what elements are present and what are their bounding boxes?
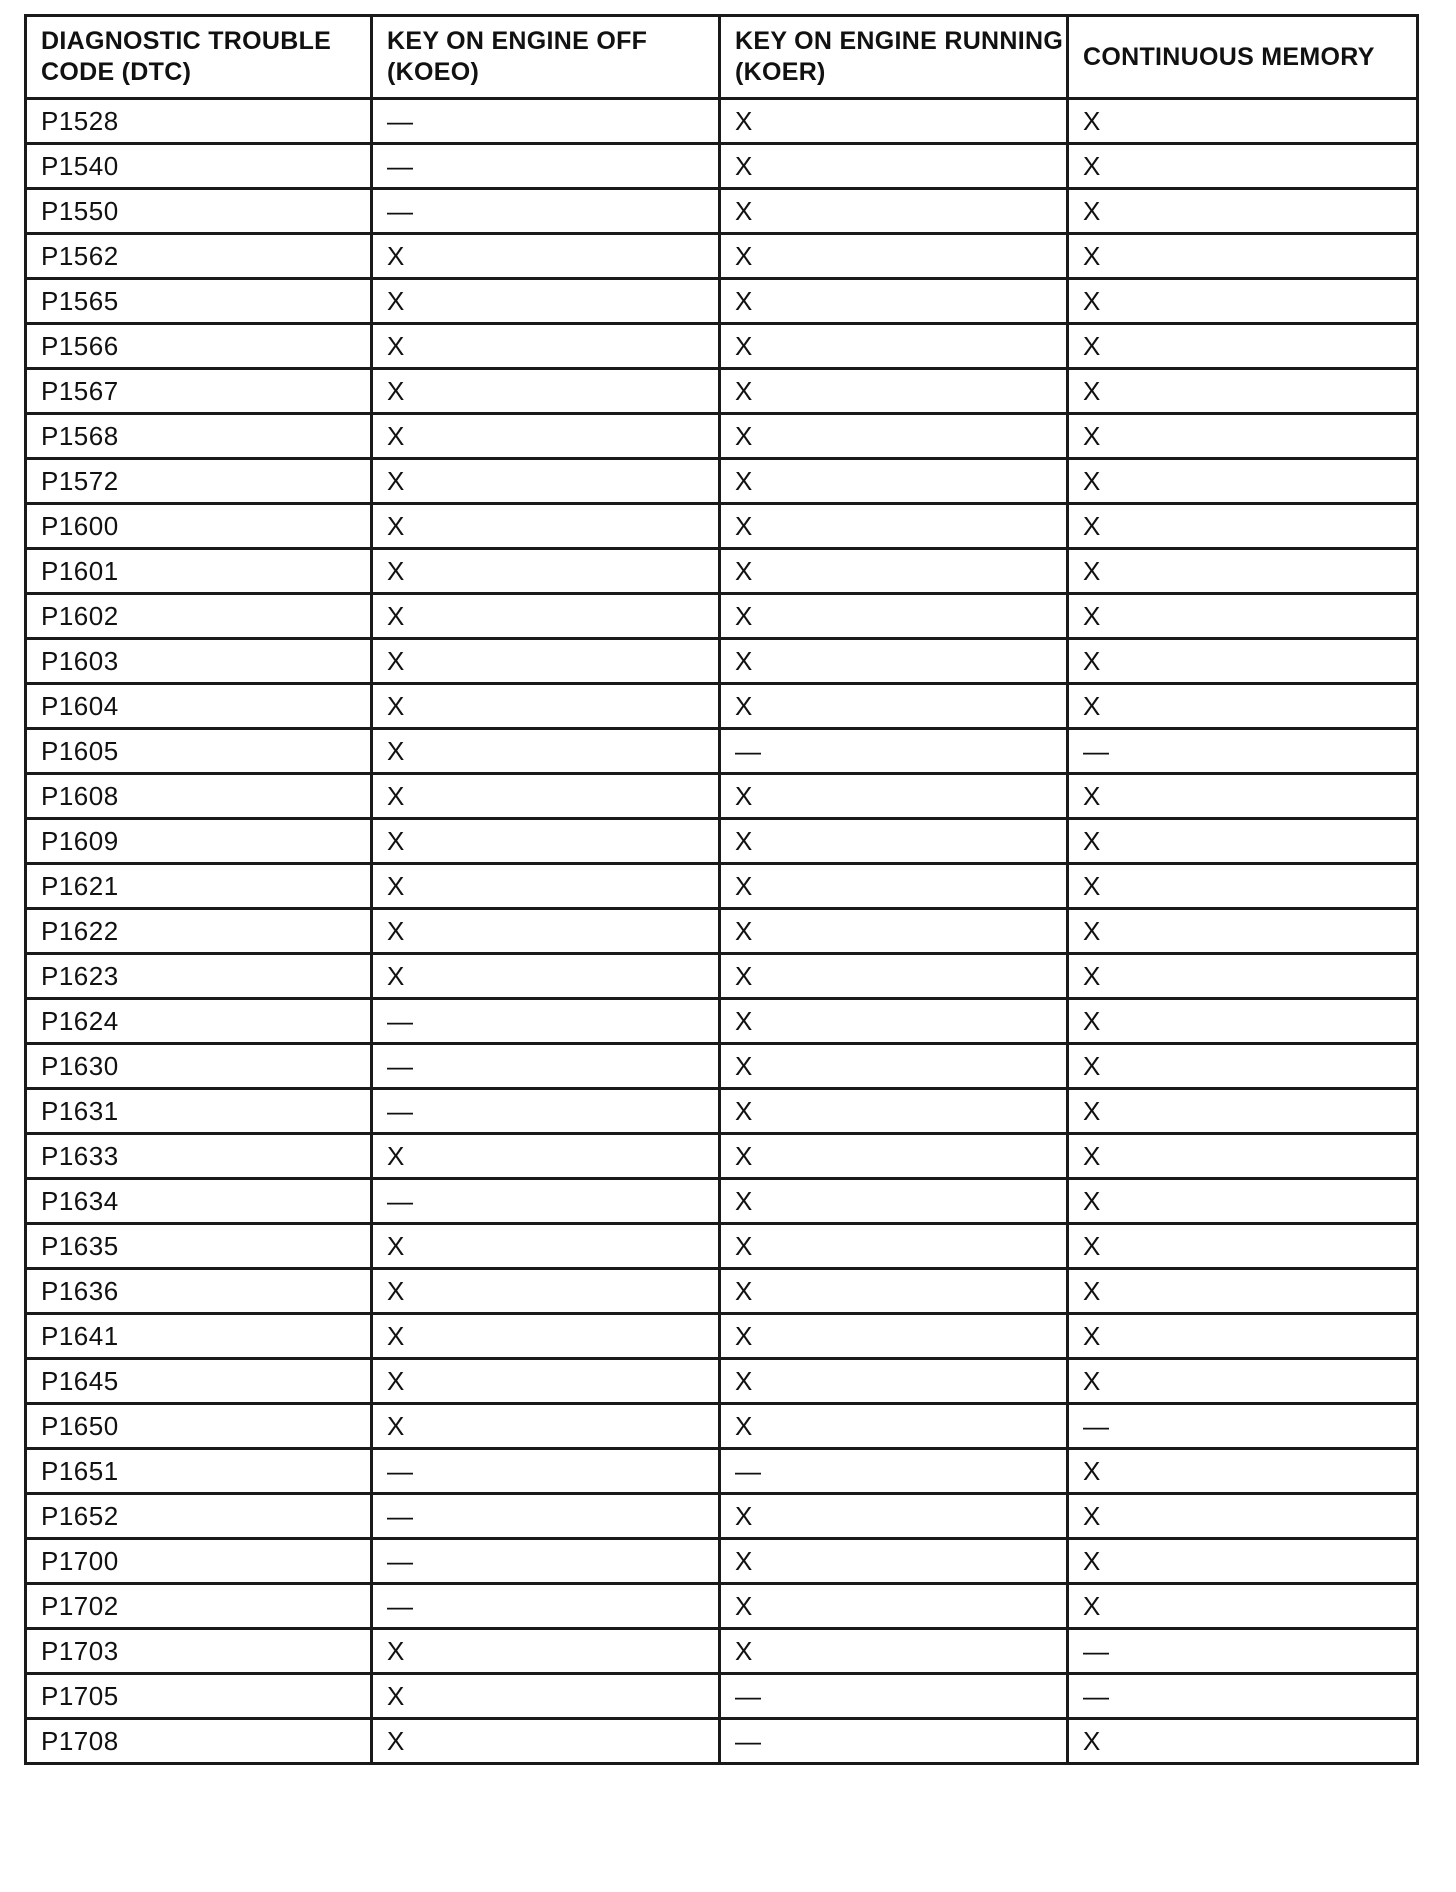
dtc-code-cell: P1641 xyxy=(26,1314,372,1359)
koeo-cell: X xyxy=(372,729,720,774)
koeo-cell: — xyxy=(372,189,720,234)
table-row xyxy=(26,234,1418,279)
table-row xyxy=(26,369,1418,414)
continuous-memory-cell: X xyxy=(1068,369,1418,414)
table-row xyxy=(26,684,1418,729)
dtc-code-cell: P1572 xyxy=(26,459,372,504)
continuous-memory-cell: X xyxy=(1068,1179,1418,1224)
dtc-code-cell: P1602 xyxy=(26,594,372,639)
koer-cell: X xyxy=(720,864,1068,909)
koeo-cell: X xyxy=(372,864,720,909)
continuous-memory-cell: X xyxy=(1068,234,1418,279)
table-row xyxy=(26,1539,1418,1584)
koer-cell: X xyxy=(720,1134,1068,1179)
koeo-cell: X xyxy=(372,1134,720,1179)
koeo-cell: — xyxy=(372,1179,720,1224)
continuous-memory-cell: X xyxy=(1068,504,1418,549)
koer-cell: X xyxy=(720,1044,1068,1089)
koeo-cell: X xyxy=(372,1359,720,1404)
koer-cell: X xyxy=(720,954,1068,999)
dtc-code-cell: P1609 xyxy=(26,819,372,864)
koeo-cell: — xyxy=(372,99,720,144)
dtc-code-cell: P1703 xyxy=(26,1629,372,1674)
continuous-memory-cell: X xyxy=(1068,774,1418,819)
koeo-cell: — xyxy=(372,1449,720,1494)
koer-cell: — xyxy=(720,729,1068,774)
table-row xyxy=(26,594,1418,639)
koer-cell: X xyxy=(720,1584,1068,1629)
table-row xyxy=(26,1359,1418,1404)
continuous-memory-cell: X xyxy=(1068,1584,1418,1629)
continuous-memory-cell: X xyxy=(1068,189,1418,234)
continuous-memory-cell: X xyxy=(1068,99,1418,144)
koer-cell: X xyxy=(720,504,1068,549)
table-row xyxy=(26,504,1418,549)
dtc-code-cell: P1622 xyxy=(26,909,372,954)
dtc-code-cell: P1651 xyxy=(26,1449,372,1494)
dtc-code-cell: P1636 xyxy=(26,1269,372,1314)
table-row xyxy=(26,279,1418,324)
continuous-memory-cell: X xyxy=(1068,639,1418,684)
dtc-code-cell: P1708 xyxy=(26,1719,372,1764)
koer-cell: X xyxy=(720,909,1068,954)
continuous-memory-cell: X xyxy=(1068,1134,1418,1179)
koer-cell: X xyxy=(720,144,1068,189)
koeo-cell: — xyxy=(372,1044,720,1089)
koer-cell: X xyxy=(720,774,1068,819)
table-body xyxy=(26,99,1418,1764)
koeo-cell: — xyxy=(372,1584,720,1629)
koeo-cell: X xyxy=(372,1269,720,1314)
table-row xyxy=(26,459,1418,504)
koeo-cell: X xyxy=(372,459,720,504)
koer-cell: X xyxy=(720,324,1068,369)
koeo-cell: X xyxy=(372,324,720,369)
continuous-memory-cell: X xyxy=(1068,1089,1418,1134)
continuous-memory-cell: X xyxy=(1068,1224,1418,1269)
koer-cell: X xyxy=(720,234,1068,279)
dtc-code-cell: P1562 xyxy=(26,234,372,279)
dtc-code-cell: P1624 xyxy=(26,999,372,1044)
header-koer: KEY ON ENGINE RUNNING (KOER) xyxy=(720,16,1068,99)
table-row xyxy=(26,729,1418,774)
koeo-cell: X xyxy=(372,594,720,639)
dtc-code-cell: P1604 xyxy=(26,684,372,729)
koer-cell: X xyxy=(720,1359,1068,1404)
dtc-code-cell: P1565 xyxy=(26,279,372,324)
dtc-code-cell: P1603 xyxy=(26,639,372,684)
koer-cell: X xyxy=(720,1629,1068,1674)
koeo-cell: X xyxy=(372,819,720,864)
table-row xyxy=(26,1224,1418,1269)
koeo-cell: — xyxy=(372,144,720,189)
koer-cell: X xyxy=(720,1269,1068,1314)
koeo-cell: X xyxy=(372,414,720,459)
table-header xyxy=(26,16,1418,99)
dtc-code-cell: P1528 xyxy=(26,99,372,144)
koer-cell: X xyxy=(720,189,1068,234)
dtc-code-cell: P1608 xyxy=(26,774,372,819)
dtc-code-cell: P1621 xyxy=(26,864,372,909)
continuous-memory-cell: X xyxy=(1068,1719,1418,1764)
koer-cell: X xyxy=(720,1314,1068,1359)
koer-cell: X xyxy=(720,99,1068,144)
continuous-memory-cell: — xyxy=(1068,729,1418,774)
dtc-code-cell: P1635 xyxy=(26,1224,372,1269)
table-row xyxy=(26,909,1418,954)
dtc-code-cell: P1705 xyxy=(26,1674,372,1719)
table-row xyxy=(26,954,1418,999)
koeo-cell: X xyxy=(372,639,720,684)
dtc-code-cell: P1631 xyxy=(26,1089,372,1134)
koeo-cell: X xyxy=(372,954,720,999)
koeo-cell: X xyxy=(372,1404,720,1449)
continuous-memory-cell: — xyxy=(1068,1629,1418,1674)
table-row xyxy=(26,819,1418,864)
koer-cell: — xyxy=(720,1674,1068,1719)
dtc-code-cell: P1600 xyxy=(26,504,372,549)
continuous-memory-cell: X xyxy=(1068,549,1418,594)
continuous-memory-cell: X xyxy=(1068,1449,1418,1494)
koeo-cell: X xyxy=(372,1224,720,1269)
table-row xyxy=(26,774,1418,819)
table-row xyxy=(26,1314,1418,1359)
dtc-code-cell: P1630 xyxy=(26,1044,372,1089)
dtc-code-cell: P1605 xyxy=(26,729,372,774)
continuous-memory-cell: X xyxy=(1068,954,1418,999)
koeo-cell: X xyxy=(372,279,720,324)
dtc-code-cell: P1702 xyxy=(26,1584,372,1629)
koer-cell: X xyxy=(720,279,1068,324)
koeo-cell: X xyxy=(372,1314,720,1359)
table-row xyxy=(26,1179,1418,1224)
table-row xyxy=(26,999,1418,1044)
dtc-table xyxy=(24,14,1419,1765)
koeo-cell: X xyxy=(372,369,720,414)
dtc-code-cell: P1567 xyxy=(26,369,372,414)
dtc-code-cell: P1645 xyxy=(26,1359,372,1404)
continuous-memory-cell: — xyxy=(1068,1404,1418,1449)
dtc-code-cell: P1634 xyxy=(26,1179,372,1224)
continuous-memory-cell: X xyxy=(1068,1314,1418,1359)
continuous-memory-cell: X xyxy=(1068,414,1418,459)
dtc-code-cell: P1700 xyxy=(26,1539,372,1584)
dtc-code-cell: P1550 xyxy=(26,189,372,234)
koer-cell: X xyxy=(720,684,1068,729)
koeo-cell: — xyxy=(372,1494,720,1539)
table-row xyxy=(26,1449,1418,1494)
koeo-cell: X xyxy=(372,549,720,594)
dtc-code-cell: P1623 xyxy=(26,954,372,999)
continuous-memory-cell: X xyxy=(1068,1359,1418,1404)
table-row xyxy=(26,1719,1418,1764)
dtc-code-cell: P1652 xyxy=(26,1494,372,1539)
koer-cell: X xyxy=(720,819,1068,864)
table-row xyxy=(26,414,1418,459)
header-continuous-memory: CONTINUOUS MEMORY xyxy=(1068,16,1418,99)
koer-cell: X xyxy=(720,459,1068,504)
table-row xyxy=(26,144,1418,189)
dtc-code-cell: P1633 xyxy=(26,1134,372,1179)
table-row xyxy=(26,864,1418,909)
table-row xyxy=(26,324,1418,369)
table-row xyxy=(26,1584,1418,1629)
header-dtc: DIAGNOSTIC TROUBLE CODE (DTC) xyxy=(26,16,372,99)
koer-cell: X xyxy=(720,414,1068,459)
table-row xyxy=(26,1089,1418,1134)
koer-cell: X xyxy=(720,1224,1068,1269)
table-row xyxy=(26,1269,1418,1314)
continuous-memory-cell: X xyxy=(1068,1539,1418,1584)
table-row xyxy=(26,549,1418,594)
continuous-memory-cell: X xyxy=(1068,819,1418,864)
continuous-memory-cell: X xyxy=(1068,459,1418,504)
table-row xyxy=(26,99,1418,144)
koer-cell: X xyxy=(720,1539,1068,1584)
koer-cell: X xyxy=(720,369,1068,414)
header-koeo: KEY ON ENGINE OFF (KOEO) xyxy=(372,16,720,99)
continuous-memory-cell: X xyxy=(1068,1044,1418,1089)
table-row xyxy=(26,1494,1418,1539)
header-row xyxy=(26,16,1418,99)
koeo-cell: X xyxy=(372,504,720,549)
dtc-code-cell: P1566 xyxy=(26,324,372,369)
koeo-cell: — xyxy=(372,1089,720,1134)
koeo-cell: X xyxy=(372,234,720,279)
koer-cell: X xyxy=(720,549,1068,594)
koeo-cell: X xyxy=(372,774,720,819)
koeo-cell: — xyxy=(372,1539,720,1584)
koer-cell: X xyxy=(720,1404,1068,1449)
table-row xyxy=(26,1404,1418,1449)
dtc-code-cell: P1601 xyxy=(26,549,372,594)
continuous-memory-cell: X xyxy=(1068,864,1418,909)
koer-cell: X xyxy=(720,1179,1068,1224)
continuous-memory-cell: X xyxy=(1068,1494,1418,1539)
koeo-cell: — xyxy=(372,999,720,1044)
koeo-cell: X xyxy=(372,909,720,954)
koer-cell: — xyxy=(720,1719,1068,1764)
koeo-cell: X xyxy=(372,1674,720,1719)
continuous-memory-cell: X xyxy=(1068,684,1418,729)
continuous-memory-cell: X xyxy=(1068,594,1418,639)
koer-cell: X xyxy=(720,639,1068,684)
continuous-memory-cell: — xyxy=(1068,1674,1418,1719)
table-row xyxy=(26,189,1418,234)
table-row xyxy=(26,1629,1418,1674)
koer-cell: X xyxy=(720,1494,1068,1539)
continuous-memory-cell: X xyxy=(1068,324,1418,369)
koer-cell: X xyxy=(720,594,1068,639)
continuous-memory-cell: X xyxy=(1068,999,1418,1044)
continuous-memory-cell: X xyxy=(1068,279,1418,324)
koer-cell: X xyxy=(720,999,1068,1044)
koeo-cell: X xyxy=(372,1629,720,1674)
dtc-code-cell: P1540 xyxy=(26,144,372,189)
table-row xyxy=(26,1044,1418,1089)
koeo-cell: X xyxy=(372,1719,720,1764)
table-row xyxy=(26,639,1418,684)
dtc-code-cell: P1650 xyxy=(26,1404,372,1449)
continuous-memory-cell: X xyxy=(1068,144,1418,189)
continuous-memory-cell: X xyxy=(1068,1269,1418,1314)
koer-cell: X xyxy=(720,1089,1068,1134)
dtc-code-cell: P1568 xyxy=(26,414,372,459)
table-row xyxy=(26,1674,1418,1719)
table-row xyxy=(26,1134,1418,1179)
koer-cell: — xyxy=(720,1449,1068,1494)
koeo-cell: X xyxy=(372,684,720,729)
continuous-memory-cell: X xyxy=(1068,909,1418,954)
